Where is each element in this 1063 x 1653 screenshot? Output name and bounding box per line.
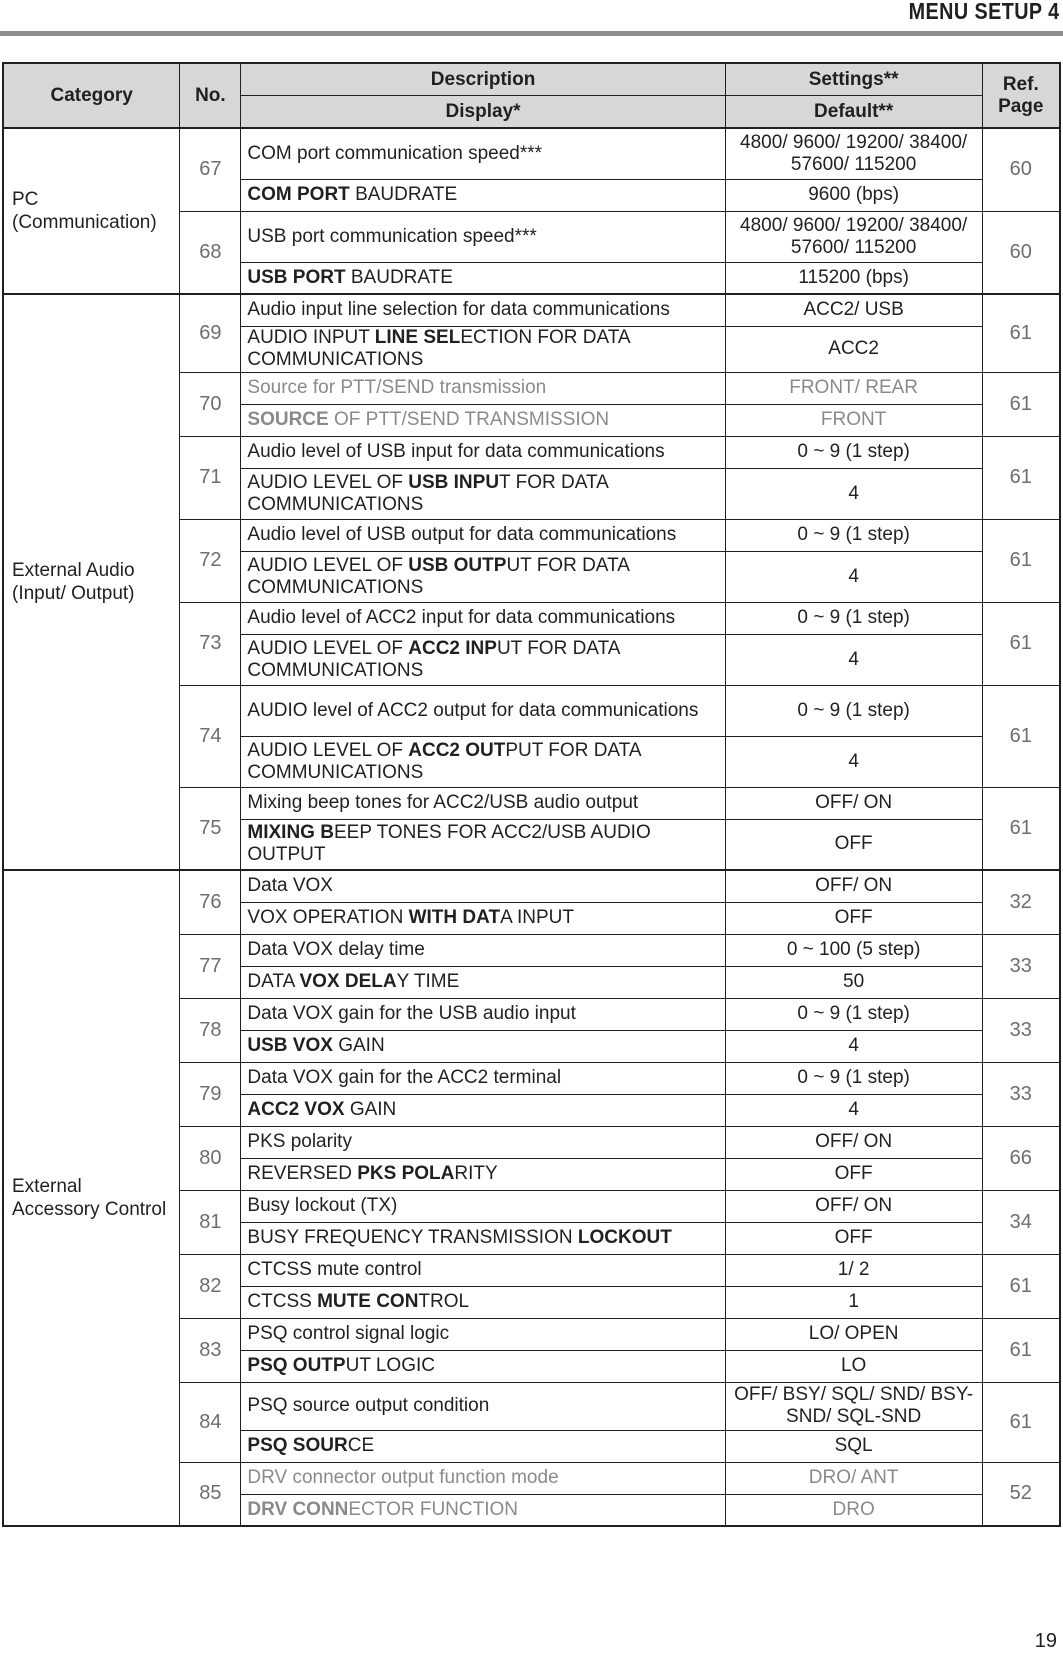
menu-number: 69 bbox=[180, 294, 241, 372]
menu-number: 76 bbox=[180, 870, 241, 934]
col-no: No. bbox=[180, 63, 241, 128]
default-cell: 4 bbox=[725, 1030, 982, 1062]
display-abbrev: PKS POLA bbox=[357, 1163, 455, 1184]
display-cell bbox=[241, 551, 725, 602]
display-suffix: A INPUT bbox=[500, 907, 574, 928]
ref-page-cell: 33 bbox=[982, 1062, 1060, 1126]
display-abbrev: USB INPU bbox=[408, 471, 500, 493]
settings-cell: OFF/ ON bbox=[725, 1126, 982, 1158]
display-prefix: AUDIO LEVEL OF bbox=[247, 739, 409, 761]
default-cell: 1 bbox=[725, 1286, 982, 1318]
display-cell bbox=[241, 634, 725, 685]
description-cell: Data VOX bbox=[241, 870, 725, 902]
description-cell: Mixing beep tones for ACC2/USB audio output bbox=[241, 787, 725, 819]
description-cell: Audio level of ACC2 input for data communications bbox=[241, 602, 725, 634]
menu-number: 79 bbox=[180, 1062, 241, 1126]
display-suffix: UT FOR DATA COMMUNICATIONS bbox=[247, 554, 629, 598]
description-cell: Busy lockout (TX) bbox=[241, 1190, 725, 1222]
settings-cell: 0 ~ 9 (1 step) bbox=[725, 519, 982, 551]
menu-number: 81 bbox=[180, 1190, 241, 1254]
display-cell bbox=[241, 1430, 725, 1462]
table-row bbox=[3, 294, 1060, 326]
default-cell: SQL bbox=[725, 1430, 982, 1462]
menu-number: 71 bbox=[180, 436, 241, 519]
menu-number: 72 bbox=[180, 519, 241, 602]
page-number: 19 bbox=[1034, 1630, 1057, 1652]
menu-number: 74 bbox=[180, 685, 241, 787]
default-cell: 115200 (bps) bbox=[725, 262, 982, 294]
col-category: Category bbox=[3, 63, 180, 128]
menu-number: 77 bbox=[180, 934, 241, 998]
menu-number: 75 bbox=[180, 787, 241, 870]
display-prefix: VOX OPERATION bbox=[247, 907, 409, 928]
display-abbrev: SOURCE bbox=[247, 409, 329, 430]
page-header bbox=[0, 0, 1063, 34]
display-cell bbox=[241, 902, 725, 934]
display-abbrev: ACC2 INP bbox=[408, 637, 497, 659]
col-display: Display* bbox=[241, 96, 725, 129]
ref-page-cell: 60 bbox=[982, 211, 1060, 294]
display-abbrev: LOCKOUT bbox=[577, 1227, 672, 1248]
description-cell: DRV connector output function mode bbox=[241, 1462, 725, 1494]
default-cell: 4 bbox=[725, 634, 982, 685]
col-settings: Settings** bbox=[725, 63, 982, 96]
display-cell bbox=[241, 736, 725, 787]
display-cell bbox=[241, 179, 725, 211]
default-cell: 4 bbox=[725, 736, 982, 787]
settings-cell: FRONT/ REAR bbox=[725, 372, 982, 404]
display-abbrev: MUTE CON bbox=[317, 1291, 419, 1312]
display-suffix: EEP TONES FOR ACC2/USB AUDIO OUTPUT bbox=[247, 822, 651, 866]
display-prefix: BUSY FREQUENCY TRANSMISSION bbox=[247, 1227, 578, 1248]
default-cell: ACC2 bbox=[725, 326, 982, 372]
display-abbrev: COM PORT bbox=[247, 184, 350, 205]
ref-page-cell: 33 bbox=[982, 934, 1060, 998]
menu-number: 82 bbox=[180, 1254, 241, 1318]
ref-page-cell: 61 bbox=[982, 519, 1060, 602]
display-cell bbox=[241, 468, 725, 519]
display-abbrev: WITH DAT bbox=[408, 907, 501, 928]
ref-page-cell: 66 bbox=[982, 1126, 1060, 1190]
display-abbrev: ACC2 OUT bbox=[408, 739, 506, 761]
description-cell: PKS polarity bbox=[241, 1126, 725, 1158]
display-prefix: REVERSED bbox=[247, 1163, 358, 1184]
description-cell: Data VOX gain for the USB audio input bbox=[241, 998, 725, 1030]
default-cell: 9600 (bps) bbox=[725, 179, 982, 211]
ref-page-cell: 61 bbox=[982, 294, 1060, 372]
display-prefix: AUDIO INPUT bbox=[247, 327, 375, 348]
col-ref-page bbox=[982, 63, 1060, 128]
display-prefix: AUDIO LEVEL OF bbox=[247, 554, 409, 576]
display-cell bbox=[241, 1494, 725, 1526]
display-abbrev: PSQ OUTP bbox=[247, 1355, 346, 1376]
display-prefix: DATA bbox=[247, 971, 300, 992]
ref-page-cell: 32 bbox=[982, 870, 1060, 934]
display-abbrev: USB OUTP bbox=[408, 554, 507, 576]
display-abbrev: VOX DELA bbox=[299, 971, 397, 992]
header-row-1 bbox=[3, 63, 1060, 96]
default-cell: 50 bbox=[725, 966, 982, 998]
display-prefix: AUDIO LEVEL OF bbox=[247, 471, 409, 493]
default-cell: LO bbox=[725, 1350, 982, 1382]
menu-number: 68 bbox=[180, 211, 241, 294]
menu-number: 80 bbox=[180, 1126, 241, 1190]
display-suffix: T FOR DATA COMMUNICATIONS bbox=[247, 471, 608, 515]
default-cell: 4 bbox=[725, 551, 982, 602]
display-cell bbox=[241, 1158, 725, 1190]
display-cell bbox=[241, 966, 725, 998]
settings-cell: 0 ~ 9 (1 step) bbox=[725, 1062, 982, 1094]
ref-page-cell: 52 bbox=[982, 1462, 1060, 1526]
display-abbrev: MIXING B bbox=[247, 822, 334, 844]
settings-cell: 4800/ 9600/ 19200/ 38400/ 57600/ 115200 bbox=[725, 128, 982, 179]
settings-cell: 1/ 2 bbox=[725, 1254, 982, 1286]
header-rule bbox=[0, 31, 1063, 36]
display-abbrev: LINE SEL bbox=[374, 327, 461, 348]
display-abbrev: USB PORT bbox=[247, 266, 346, 288]
default-cell: OFF bbox=[725, 819, 982, 870]
ref-page-cell: 61 bbox=[982, 1382, 1060, 1462]
display-cell bbox=[241, 819, 725, 870]
menu-number: 67 bbox=[180, 128, 241, 211]
description-cell: CTCSS mute control bbox=[241, 1254, 725, 1286]
display-suffix: GAIN bbox=[344, 1099, 397, 1120]
settings-cell: OFF/ BSY/ SQL/ SND/ BSY-SND/ SQL-SND bbox=[725, 1382, 982, 1430]
col-default: Default** bbox=[725, 96, 982, 129]
settings-cell: 0 ~ 100 (5 step) bbox=[725, 934, 982, 966]
display-abbrev: DRV CONN bbox=[247, 1498, 349, 1520]
menu-number: 83 bbox=[180, 1318, 241, 1382]
category-cell: PC (Communication) bbox=[3, 128, 180, 294]
menu-number: 84 bbox=[180, 1382, 241, 1462]
col-description: Description bbox=[241, 63, 725, 96]
display-cell bbox=[241, 326, 725, 372]
settings-cell: 0 ~ 9 (1 step) bbox=[725, 436, 982, 468]
default-cell: OFF bbox=[725, 902, 982, 934]
category-cell: External Accessory Control bbox=[3, 870, 180, 1526]
display-prefix: AUDIO LEVEL OF bbox=[247, 637, 409, 659]
table-row bbox=[3, 128, 1060, 179]
display-suffix: PUT FOR DATA COMMUNICATIONS bbox=[247, 739, 641, 783]
description-cell: PSQ control signal logic bbox=[241, 1318, 725, 1350]
description-cell: PSQ source output condition bbox=[241, 1382, 725, 1430]
ref-page-cell: 61 bbox=[982, 1318, 1060, 1382]
display-suffix: RITY bbox=[454, 1163, 498, 1184]
display-prefix: CTCSS bbox=[247, 1291, 318, 1312]
menu-number: 78 bbox=[180, 998, 241, 1062]
display-abbrev: USB VOX bbox=[247, 1035, 333, 1056]
display-suffix: ECTION FOR DATA COMMUNICATIONS bbox=[247, 327, 630, 370]
display-cell bbox=[241, 1222, 725, 1254]
ref-page-cell: 34 bbox=[982, 1190, 1060, 1254]
description-cell: Data VOX delay time bbox=[241, 934, 725, 966]
default-cell: 4 bbox=[725, 468, 982, 519]
ref-page-cell: 33 bbox=[982, 998, 1060, 1062]
settings-cell: 4800/ 9600/ 19200/ 38400/ 57600/ 115200 bbox=[725, 211, 982, 262]
default-cell: FRONT bbox=[725, 404, 982, 436]
default-cell: DRO bbox=[725, 1494, 982, 1526]
display-suffix: GAIN bbox=[332, 1035, 385, 1056]
page-title: MENU SETUP 4 bbox=[909, 0, 1060, 24]
ref-page-cell: 61 bbox=[982, 685, 1060, 787]
display-suffix: OF PTT/SEND TRANSMISSION bbox=[328, 409, 610, 430]
default-cell: OFF bbox=[725, 1222, 982, 1254]
settings-cell: 0 ~ 9 (1 step) bbox=[725, 602, 982, 634]
ref-page-cell: 61 bbox=[982, 787, 1060, 870]
table-body bbox=[3, 128, 1060, 1526]
display-suffix: ECTOR FUNCTION bbox=[348, 1498, 518, 1520]
ref-page-cell: 61 bbox=[982, 436, 1060, 519]
default-cell: 4 bbox=[725, 1094, 982, 1126]
ref-page-cell: 61 bbox=[982, 1254, 1060, 1318]
ref-page-cell: 60 bbox=[982, 128, 1060, 211]
menu-number: 85 bbox=[180, 1462, 241, 1526]
settings-cell: 0 ~ 9 (1 step) bbox=[725, 685, 982, 736]
ref-page-cell: 61 bbox=[982, 372, 1060, 436]
menu-setup-table bbox=[2, 62, 1061, 1527]
display-suffix: TROL bbox=[418, 1291, 470, 1312]
settings-cell: 0 ~ 9 (1 step) bbox=[725, 998, 982, 1030]
settings-cell: OFF/ ON bbox=[725, 787, 982, 819]
description-cell: AUDIO level of ACC2 output for data communications bbox=[241, 685, 725, 736]
settings-cell: DRO/ ANT bbox=[725, 1462, 982, 1494]
description-cell: Source for PTT/SEND transmission bbox=[241, 372, 725, 404]
display-abbrev: PSQ SOUR bbox=[247, 1435, 348, 1456]
col-ref-page-label: Ref. Page bbox=[998, 73, 1044, 117]
settings-cell: ACC2/ USB bbox=[725, 294, 982, 326]
menu-number: 70 bbox=[180, 372, 241, 436]
display-suffix: CE bbox=[347, 1435, 375, 1456]
display-cell bbox=[241, 1030, 725, 1062]
description-cell: Data VOX gain for the ACC2 terminal bbox=[241, 1062, 725, 1094]
display-cell bbox=[241, 404, 725, 436]
display-cell bbox=[241, 262, 725, 294]
settings-cell: OFF/ ON bbox=[725, 1190, 982, 1222]
description-cell: Audio level of USB output for data communications bbox=[241, 519, 725, 551]
display-suffix: BAUDRATE bbox=[349, 184, 458, 205]
display-suffix: UT LOGIC bbox=[345, 1355, 435, 1376]
settings-cell: OFF/ ON bbox=[725, 870, 982, 902]
display-abbrev: ACC2 VOX bbox=[247, 1099, 345, 1120]
display-suffix: Y TIME bbox=[396, 971, 460, 992]
description-cell: COM port communication speed*** bbox=[241, 128, 725, 179]
display-cell bbox=[241, 1350, 725, 1382]
default-cell: OFF bbox=[725, 1158, 982, 1190]
display-suffix: UT FOR DATA COMMUNICATIONS bbox=[247, 637, 620, 681]
description-cell: Audio level of USB input for data communications bbox=[241, 436, 725, 468]
table-row bbox=[3, 870, 1060, 902]
display-cell bbox=[241, 1094, 725, 1126]
category-cell: External Audio (Input/ Output) bbox=[3, 294, 180, 870]
display-cell bbox=[241, 1286, 725, 1318]
description-cell: USB port communication speed*** bbox=[241, 211, 725, 262]
description-cell: Audio input line selection for data communications bbox=[241, 294, 725, 326]
menu-number: 73 bbox=[180, 602, 241, 685]
display-suffix: BAUDRATE bbox=[345, 266, 453, 288]
settings-cell: LO/ OPEN bbox=[725, 1318, 982, 1350]
ref-page-cell: 61 bbox=[982, 602, 1060, 685]
